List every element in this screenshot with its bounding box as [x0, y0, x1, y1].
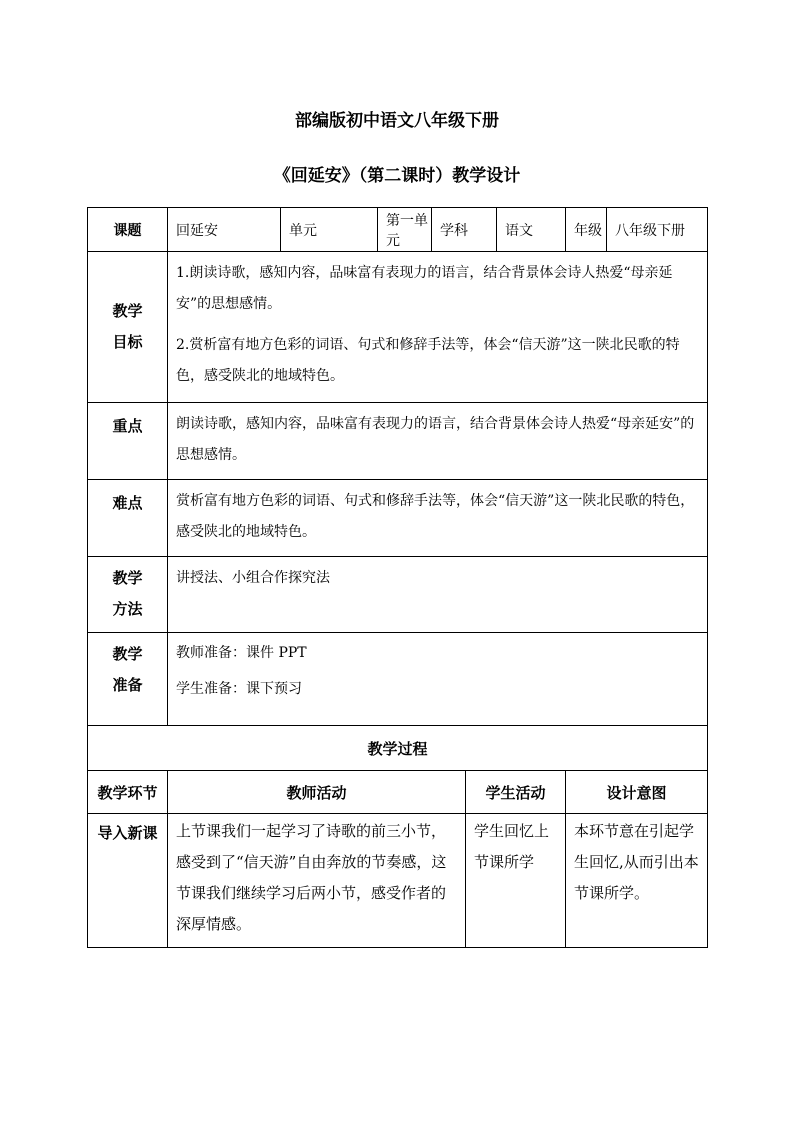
difficulty-row	[88, 480, 708, 557]
prep-label	[88, 633, 168, 726]
col-stage-header: 教学环节	[88, 771, 168, 814]
goals-row	[88, 252, 708, 403]
info-row	[88, 208, 708, 252]
key-content: 朗读诗歌，感知内容，品味富有表现力的语言，结合背景体会诗人热爱“母亲延安”的思想感情。	[168, 403, 708, 480]
difficulty-content: 赏析富有地方色彩的词语、句式和修辞手法等，体会“信天游”这一陕北民歌的特色，感受陕北的地域特色。	[168, 480, 708, 557]
key-label: 重点	[88, 403, 168, 480]
goal-item-2: 2.赏析富有地方色彩的词语、句式和修辞手法等，体会“信天游”这一陕北民歌的特色，感受陕北的地域特色。	[176, 337, 680, 384]
goals-label	[88, 252, 168, 403]
method-label-line1: 教学	[112, 569, 143, 587]
subject-label: 学科	[432, 208, 497, 252]
grade-value: 八年级下册	[607, 208, 708, 252]
process-title-row	[88, 726, 708, 771]
topic-value: 回延安	[168, 208, 281, 252]
prep-content	[168, 633, 708, 726]
unit-value: 第一单元	[378, 208, 432, 252]
process-header-row	[88, 771, 708, 814]
process-row	[88, 814, 708, 948]
method-row	[88, 557, 708, 633]
process-teacher-activity: 上节课我们一起学习了诗歌的前三小节，感受到了“信天游”自由奔放的节奏感，这节课我们继续学习后两小节，感受作者的深厚情感。	[168, 814, 466, 948]
prep-label-line1: 教学	[112, 645, 143, 663]
grade-label: 年级	[566, 208, 607, 252]
unit-label: 单元	[281, 208, 378, 252]
document-subtitle: 《回延安》（第二课时）教学设计	[273, 166, 521, 186]
subject-value: 语文	[497, 208, 566, 252]
col-student-header: 学生活动	[466, 771, 566, 814]
col-intent-header: 设计意图	[566, 771, 708, 814]
prep-label-line2: 准备	[112, 676, 143, 694]
process-title: 教学过程	[88, 726, 708, 771]
goals-label-line2: 目标	[112, 333, 143, 351]
difficulty-label: 难点	[88, 480, 168, 557]
col-teacher-header: 教师活动	[168, 771, 466, 814]
process-stage: 导入新课	[88, 814, 168, 948]
document-title: 部编版初中语文八年级下册	[295, 111, 499, 131]
goals-content	[168, 252, 708, 403]
lesson-plan-table	[87, 207, 708, 948]
prep-student: 学生准备：课下预习	[176, 681, 302, 697]
key-row	[88, 403, 708, 480]
goals-label-line1: 教学	[112, 302, 143, 320]
process-student-activity: 学生回忆上节课所学	[466, 814, 566, 948]
method-label	[88, 557, 168, 633]
process-design-intent: 本环节意在引起学生回忆,从而引出本节课所学。	[566, 814, 708, 948]
prep-row	[88, 633, 708, 726]
prep-teacher: 教师准备：课件 PPT	[176, 645, 307, 661]
topic-label: 课题	[88, 208, 168, 252]
method-content: 讲授法、小组合作探究法	[168, 557, 708, 633]
method-label-line2: 方法	[112, 600, 143, 618]
goal-item-1: 1.朗读诗歌，感知内容，品味富有表现力的语言，结合背景体会诗人热爱“母亲延安”的思想感情。	[176, 265, 673, 312]
